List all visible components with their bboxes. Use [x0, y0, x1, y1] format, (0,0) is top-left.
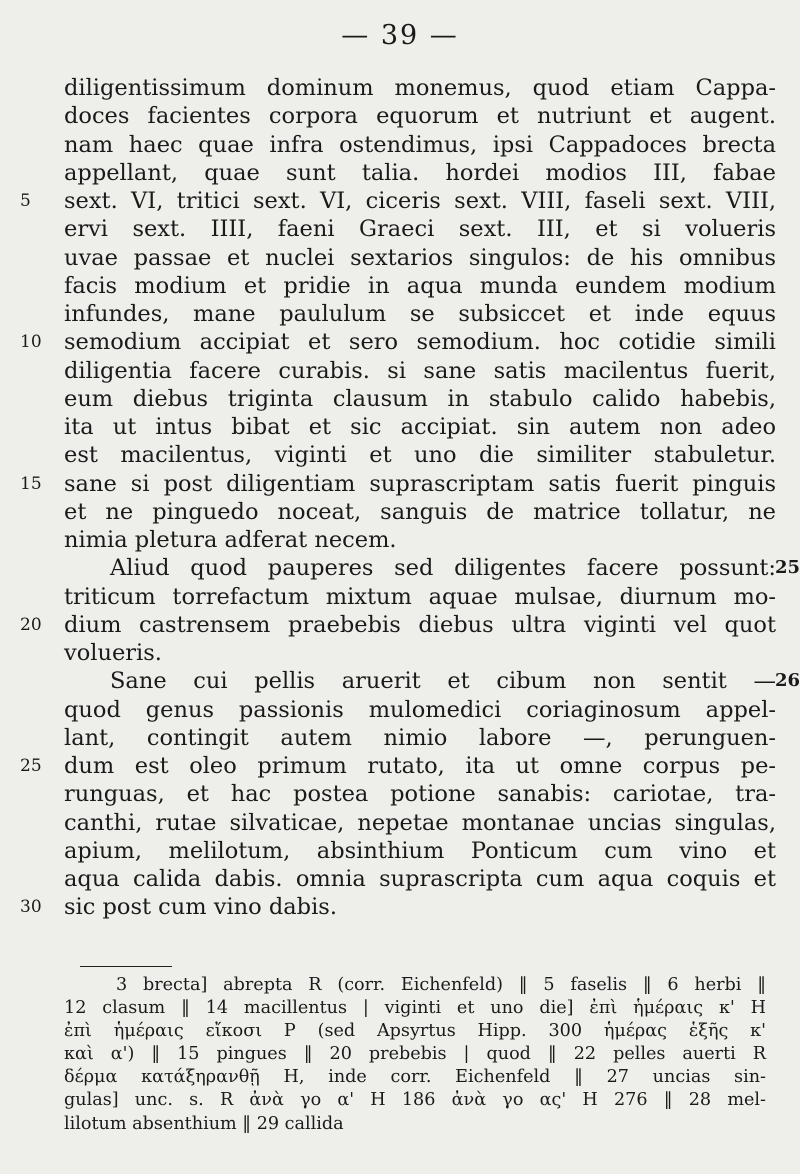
text-line [64, 865, 776, 893]
text-line [64, 74, 776, 102]
line-text: quod genus passionis mulomedici coriaginosum appel- [64, 696, 776, 723]
line-text: sane si post diligentiam suprascriptam satis fuerit pinguis [64, 470, 776, 497]
text-line [64, 102, 776, 130]
text-line [64, 837, 776, 865]
text-line [64, 215, 776, 243]
text-line [20, 893, 776, 921]
text-line [20, 187, 776, 215]
text-line [64, 809, 776, 837]
line-text: diligentissimum dominum monemus, quod etiam Cappa- [64, 75, 776, 101]
main-text [20, 74, 800, 922]
text-line [64, 244, 776, 272]
text-line [64, 272, 776, 300]
line-text: dum est oleo primum rutato, ita ut omne corpus pe- [64, 753, 776, 779]
footnote-rule [80, 966, 172, 967]
footnote-line: gulas] unc. s. R ἀνὰ γο α' H 186 ἀνὰ γο ας' H 276 ‖ 28 mel- [64, 1090, 766, 1111]
text-line [64, 498, 776, 526]
line-text: ervi sext. IIII, faeni Graeci sext. III, et si volueris [64, 216, 776, 243]
line-text: apium, melilotum, absinthium Ponticum cum vino et [64, 837, 776, 864]
text-line [64, 385, 776, 413]
text-line [64, 357, 776, 385]
line-number: 10 [20, 332, 42, 353]
line-text: est macilentus, viginti et uno die similiter stabuletur. [64, 442, 776, 469]
text-line [64, 639, 776, 667]
footnote-line: ἐπὶ ἡμέραις εἴκοσι P (sed Apsyrtus Hipp. 300 ἡμέρας ἑξῆς κ' [64, 1021, 766, 1042]
line-number: 20 [20, 614, 42, 635]
footnote-line: 12 clasum ‖ 14 macillentus | viginti et uno die] ἐπὶ ἡμέραις κ' H [64, 998, 766, 1019]
line-text: nimia pletura adferat necem. [64, 527, 397, 553]
text-line [64, 441, 776, 469]
line-text: lant, contingit autem nimio labore —, perunguen- [64, 724, 776, 751]
line-text: sext. VI, tritici sext. VI, ciceris sext. VIII, faseli sext. VIII, [64, 188, 776, 214]
line-text: infundes, mane paululum se subsiccet et inde equus [64, 301, 776, 327]
line-text: ita ut intus bibat et sic accipiat. sin autem non adeo [64, 414, 776, 440]
line-text: diligentia facere curabis. si sane satis macilentus fuerit, [64, 357, 776, 384]
text-line [64, 554, 800, 582]
section-number: 26 [774, 670, 800, 692]
footnote-line: καὶ α') ‖ 15 pingues ‖ 20 prebebis | quod ‖ 22 pelles auerti R [64, 1044, 766, 1065]
line-text: semodium accipiat et sero semodium. hoc cotidie simili [64, 329, 776, 356]
text-line [64, 413, 776, 441]
line-text: facis modium et pridie in aqua munda eundem modium [64, 272, 776, 299]
line-text: aqua calida dabis. omnia suprascripta cum aqua coquis et [64, 866, 776, 892]
text-line [20, 752, 776, 780]
line-text: sic post cum vino dabis. [64, 894, 337, 921]
text-line [64, 583, 776, 611]
text-line [64, 724, 776, 752]
text-line [64, 780, 776, 808]
text-line [64, 526, 776, 554]
footnotes [64, 974, 766, 1136]
line-text: runguas, et hac postea potione sanabis: cariotae, tra- [64, 781, 776, 808]
page-number: — 39 — [341, 20, 459, 51]
line-text: canthi, rutae silvaticae, nepetae montanae uncias singulas, [64, 809, 776, 836]
text-line [64, 696, 776, 724]
line-text: volueris. [64, 640, 162, 666]
line-text: et ne pinguedo noceat, sanguis de matrice tollatur, ne [64, 498, 776, 525]
text-line [20, 328, 776, 356]
section-number: 25 [774, 557, 800, 579]
line-text: uvae passae et nuclei sextarios singulos: de his omnibus [64, 244, 776, 271]
footnote-line: lilotum absenthium ‖ 29 callida [64, 1113, 344, 1134]
line-text: doces facientes corpora equorum et nutriunt et augent. [64, 103, 776, 130]
line-number: 5 [20, 191, 31, 211]
line-number: 25 [20, 756, 42, 776]
line-text: eum diebus triginta clausum in stabulo calido habebis, [64, 385, 776, 412]
line-number: 15 [20, 473, 42, 494]
line-text: nam haec quae infra ostendimus, ipsi Cappadoces brecta [64, 131, 776, 158]
footnote-line: 3 brecta] abrepta R (corr. Eichenfeld) ‖ 5 faselis ‖ 6 herbi ‖ [116, 975, 766, 995]
line-text: appellant, quae sunt talia. hordei modios III, fabae [64, 159, 776, 186]
footnote-line: δέρμα κατάξηρανθῇ H, inde corr. Eichenfeld ‖ 27 uncias sin- [64, 1067, 766, 1088]
text-line [64, 300, 776, 328]
text-line [64, 667, 800, 695]
text-line [64, 159, 776, 187]
text-line [20, 611, 776, 639]
line-text: Aliud quod pauperes sed diligentes facere possunt: [110, 555, 776, 582]
line-text: dium castrensem praebebis diebus ultra viginti vel quot [64, 611, 776, 638]
line-number: 30 [20, 897, 42, 918]
text-line [64, 131, 776, 159]
line-text: Sane cui pellis aruerit et cibum non sentit — [110, 668, 776, 695]
line-text: triticum torrefactum mixtum aquae mulsae, diurnum mo- [64, 583, 776, 610]
text-line [20, 470, 776, 498]
